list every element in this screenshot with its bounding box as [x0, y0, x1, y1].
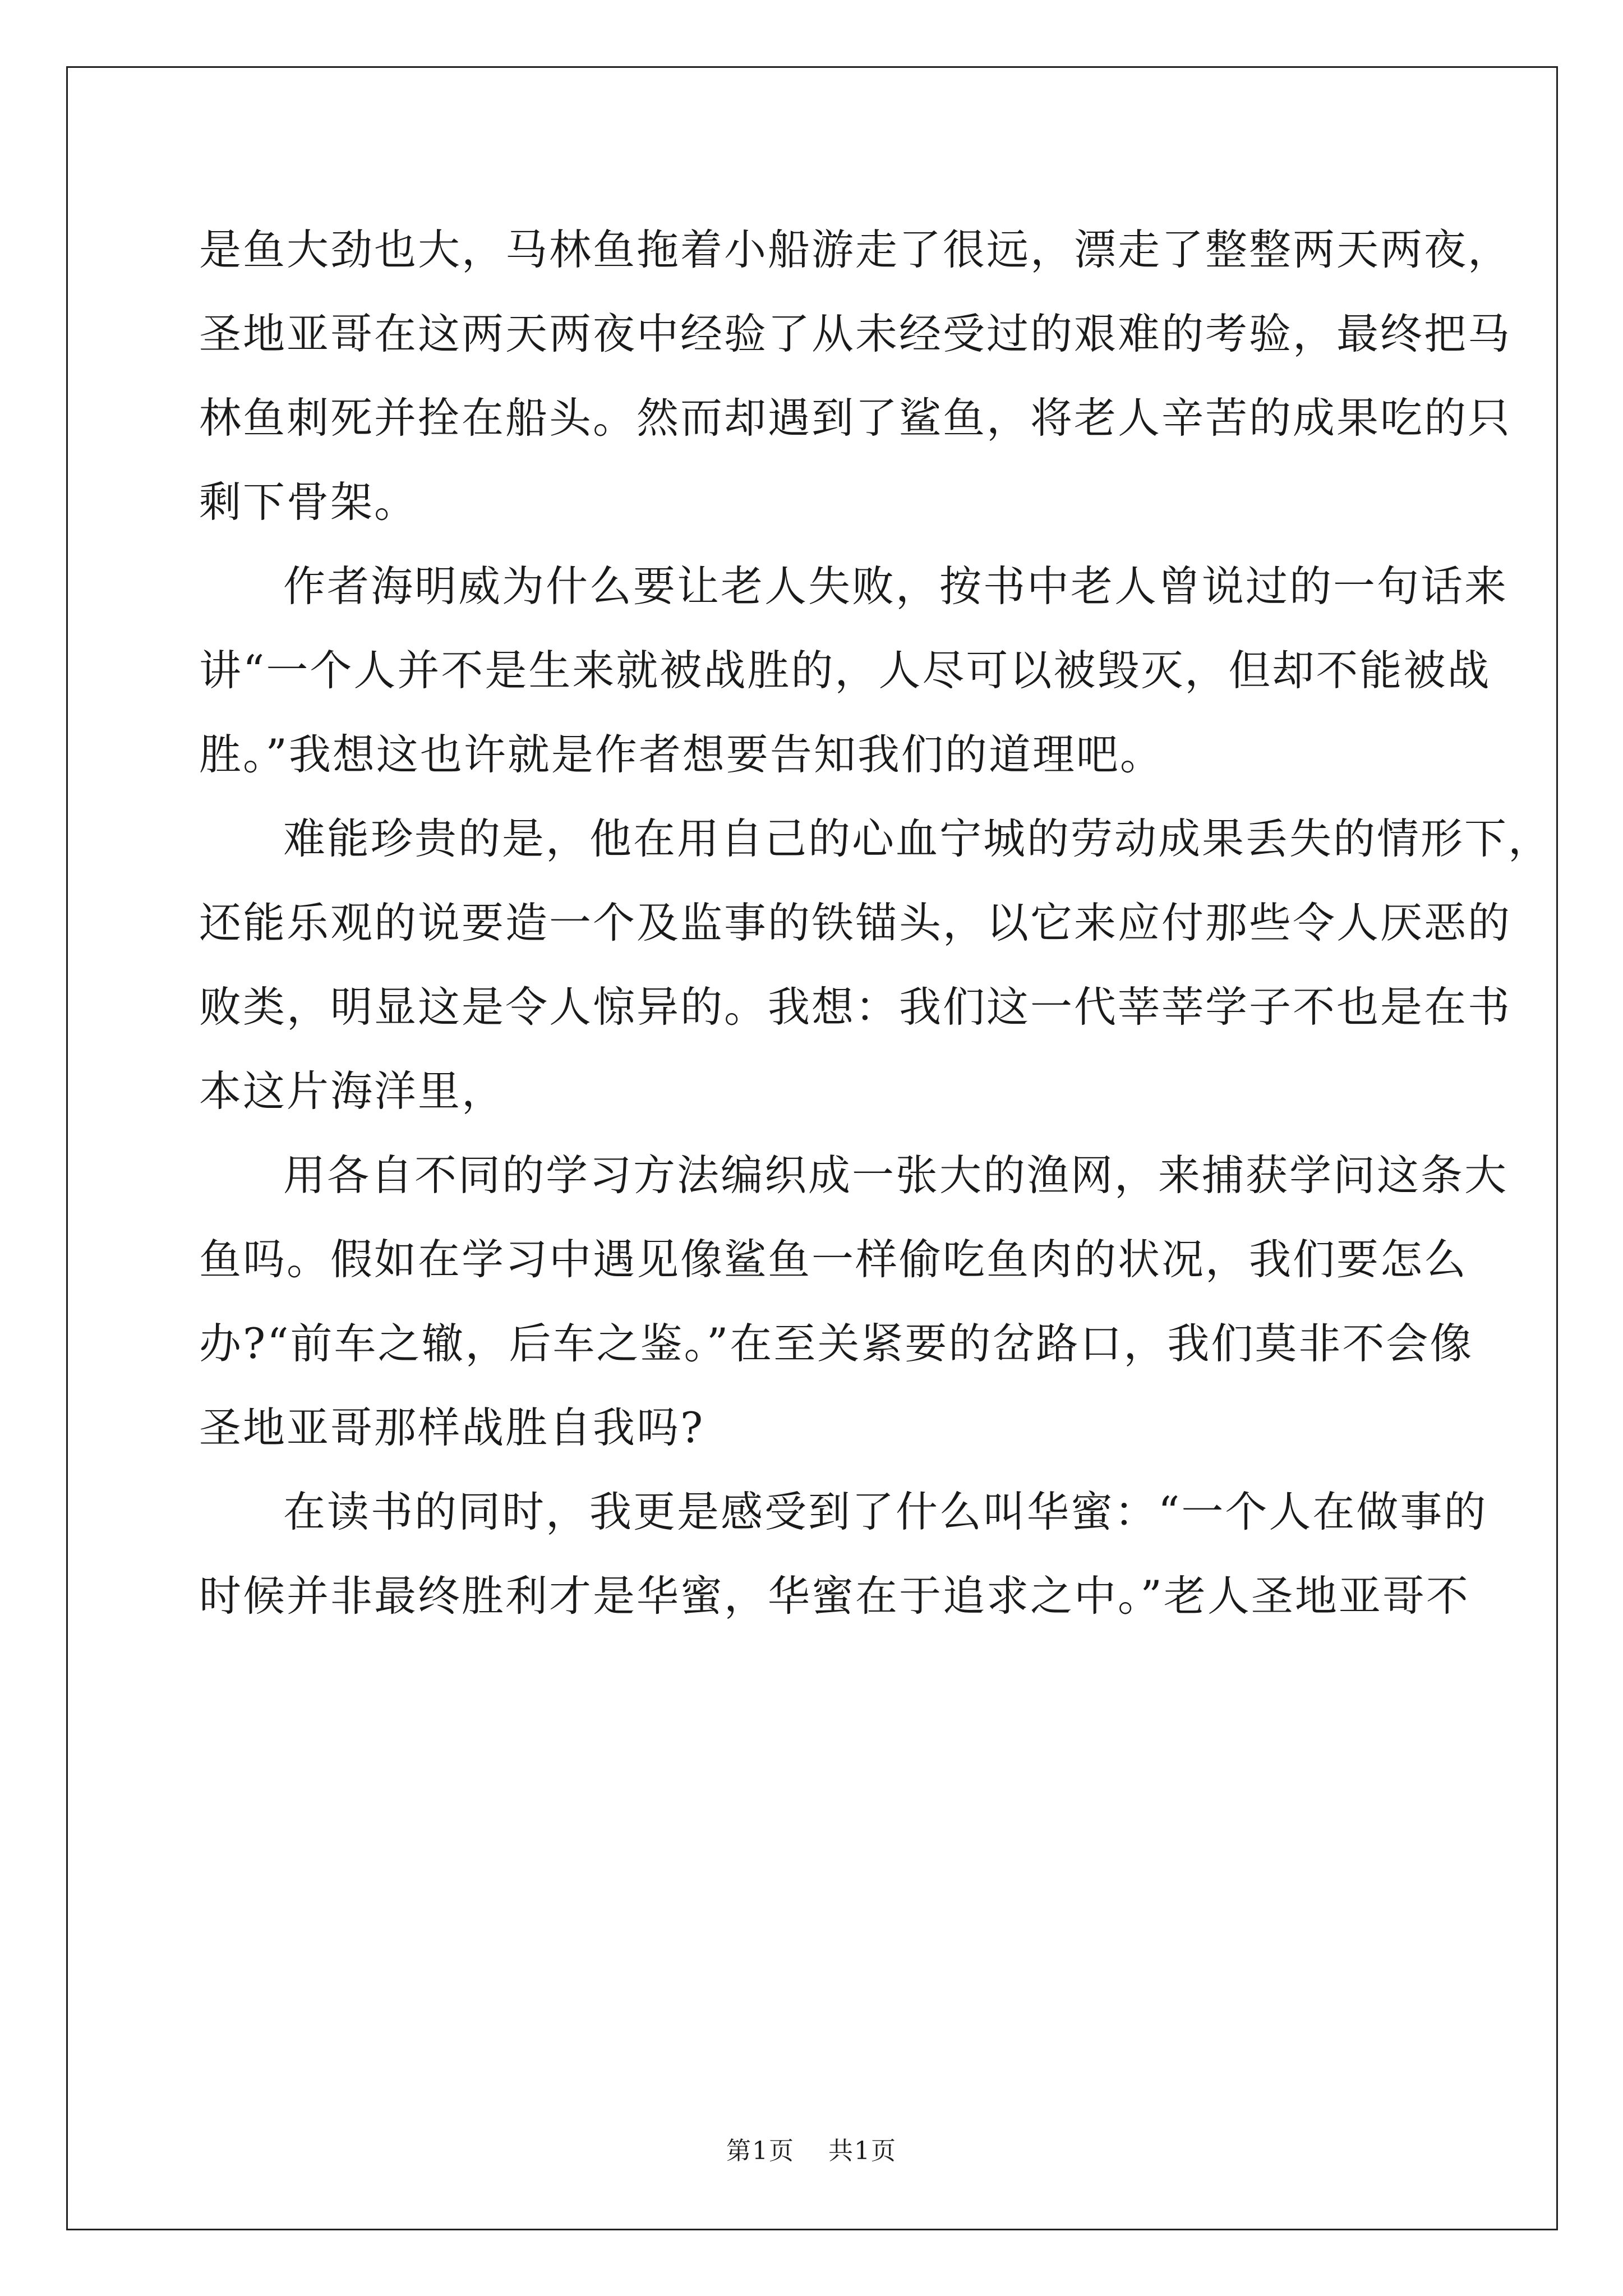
- text-line: 在读书的同时，我更是感受到了什么叫华蜜：“一个人在做事的: [283, 1487, 1488, 1536]
- text-line: 用各自不同的学习方法编织成一张大的渔网，来捕获学问这条大: [283, 1151, 1509, 1200]
- paragraph-3: [199, 797, 1552, 1133]
- text-line: 本这片海洋里，: [199, 1066, 506, 1116]
- page-total: 共1页: [828, 2137, 897, 2165]
- text-line: 讲“一个人并不是生来就被战胜的，人尽可以被毁灭，但却不能被战: [199, 646, 1491, 695]
- page-footer: [0, 2134, 1623, 2168]
- text-line: 办?“前车之辙，后车之鉴。”在至关紧要的岔路口，我们莫非不会像: [199, 1319, 1474, 1368]
- paragraph-5: [199, 1470, 1488, 1638]
- text-line: 还能乐观的说要造一个及监事的铁锚头，以它来应付那些令人厌恶的: [199, 898, 1512, 947]
- paragraph-1: [199, 208, 1512, 544]
- text-line: 林鱼刺死并拴在船头。然而却遇到了鲨鱼，将老人辛苦的成果吃的只: [199, 393, 1512, 443]
- page-number: 第1页: [726, 2137, 795, 2165]
- text-line: 剩下骨架。: [199, 477, 418, 527]
- paragraph-2: [199, 544, 1509, 797]
- text-line: 鱼吗。假如在学习中遇见像鲨鱼一样偷吃鱼肉的状况，我们要怎么: [199, 1235, 1468, 1284]
- text-line: 是鱼大劲也大，马林鱼拖着小船游走了很远，漂走了整整两天两夜，: [199, 225, 1512, 274]
- document-body: [199, 208, 1552, 1638]
- text-line: 难能珍贵的是，他在用自己的心血宁城的劳动成果丢失的情形下，: [283, 814, 1552, 863]
- text-line: 圣地亚哥那样战胜自我吗?: [199, 1403, 705, 1452]
- text-line: 时候并非最终胜利才是华蜜，华蜜在于追求之中。”老人圣地亚哥不: [199, 1571, 1470, 1621]
- paragraph-4: [199, 1133, 1509, 1470]
- text-line: 胜。”我想这也许就是作者想要告知我们的道理吧。: [199, 730, 1164, 779]
- text-line: 作者海明威为什么要让老人失败，按书中老人曾说过的一句话来: [283, 562, 1509, 611]
- text-line: 败类，明显这是令人惊异的。我想：我们这一代莘莘学子不也是在书: [199, 982, 1512, 1032]
- text-line: 圣地亚哥在这两天两夜中经验了从未经受过的艰难的考验，最终把马: [199, 309, 1512, 358]
